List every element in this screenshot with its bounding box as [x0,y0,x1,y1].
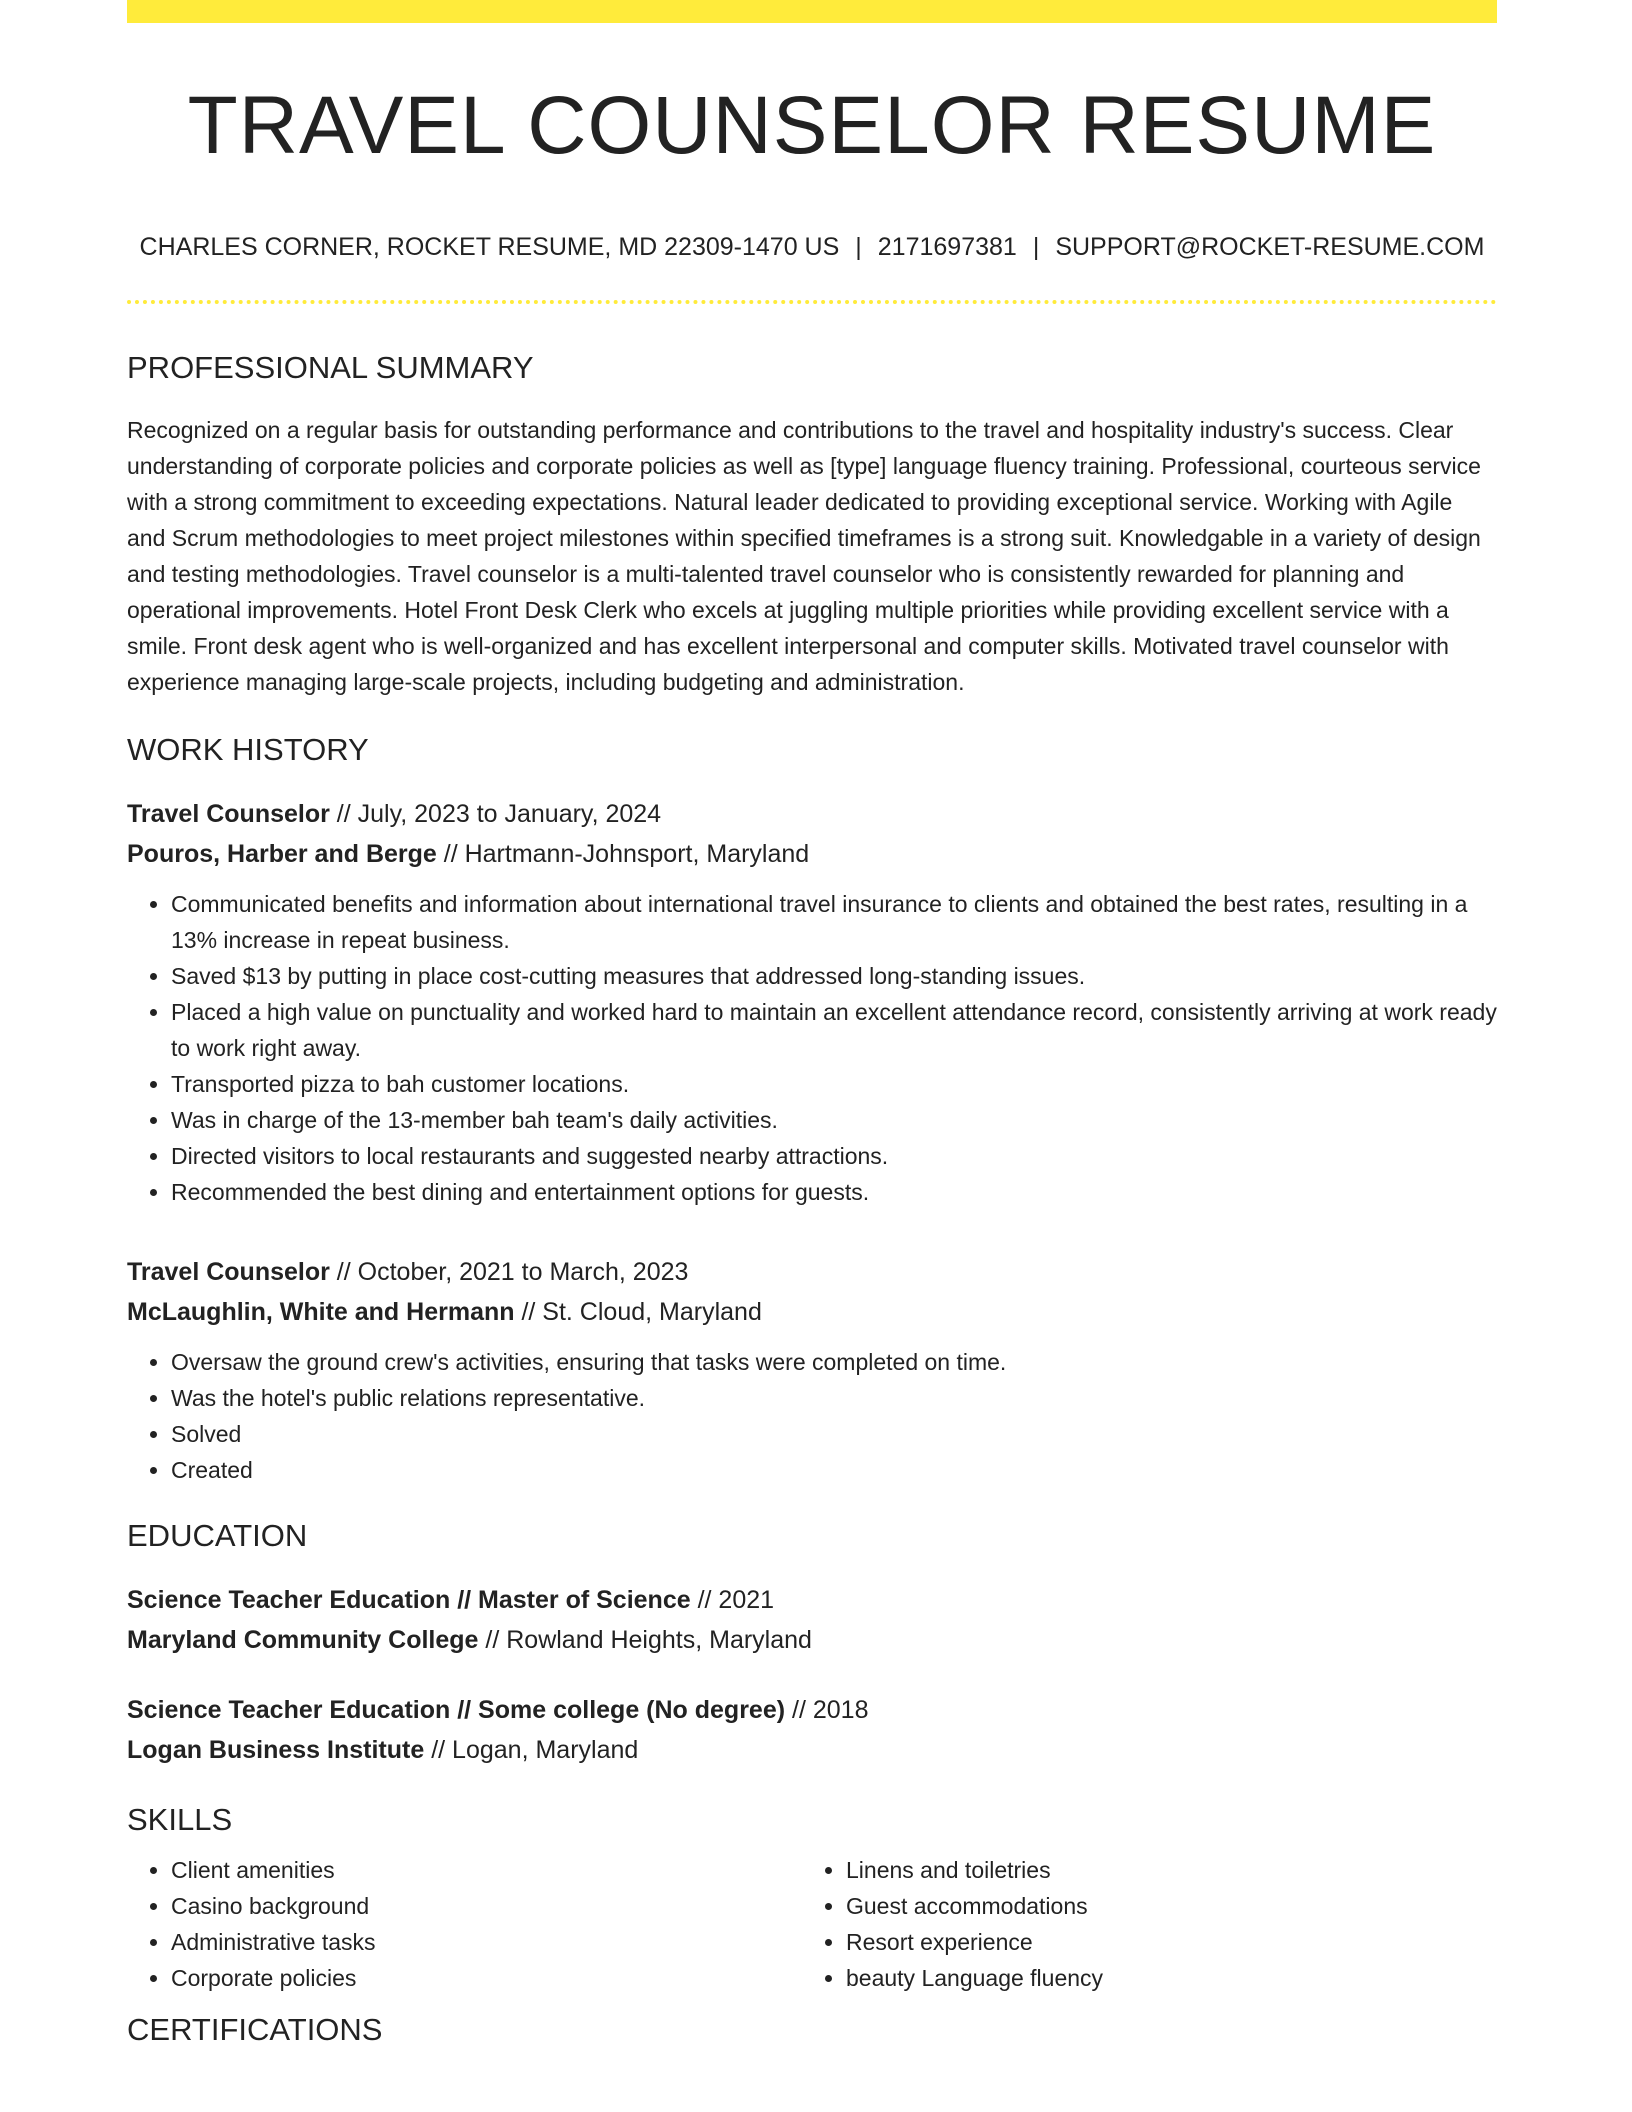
job-bullet: • Solved [171,1416,1497,1452]
resume-title: TRAVEL COUNSELOR RESUME [187,80,1437,171]
skill-item: • Guest accommodations [846,1888,1477,1924]
summary-text: Recognized on a regular basis for outstanding performance and contributions to the travel and hospitality industry's success. Clear understanding of corporate policies and corporate policies as well as [type] language fluency training. Professional, courteous service with a strong commitment to exceeding expectations. Natural leader dedicated to providing exceptional service. Working with Agile and Scrum methodologies to meet project milestones within specified timeframes is a strong suit. Knowledgable in a variety of design and testing methodologies. Travel counselor is a multi-talented travel counselor who is consistently rewarded for planning and operational improvements. Hotel Front Desk Clerk who excels at juggling multiple priorities while providing excellent service with a smile. Front desk agent who is well-organized and has excellent interpersonal and computer skills. Motivated travel counselor with experience managing large-scale projects, including budgeting and administration. [127,417,1481,696]
work-history-heading: WORK HISTORY [127,732,369,768]
accent-top-bar [127,0,1497,23]
job-title: Travel Counselor [127,1258,330,1287]
education-school-line [127,1620,1497,1660]
dotted-divider [127,300,1497,304]
summary-heading: PROFESSIONAL SUMMARY [127,350,534,386]
skill-item: • Administrative tasks [171,1924,802,1960]
contact-separator: | [855,233,862,262]
resume-page [127,0,1497,2048]
job-company-line [127,1292,1497,1332]
job-entry [127,794,1497,1210]
job-bullets [127,1344,1497,1488]
contact-line [127,233,1497,262]
skill-item: • Linens and toiletries [846,1852,1477,1888]
job-title-line [127,1252,1497,1292]
skill-item: • Client amenities [171,1852,802,1888]
education-degree-line [127,1580,1497,1620]
job-title: Travel Counselor [127,800,330,829]
job-company: McLaughlin, White and Hermann [127,1298,515,1327]
education-degree: Science Teacher Education // Some college (No degree) [127,1696,786,1725]
job-bullet: • Communicated benefits and information about international travel insurance to clients and obtained the best rates, resulting in a 13% increase in repeat business. [171,886,1497,958]
job-dates: // July, 2023 to January, 2024 [329,800,662,829]
education-degree: Science Teacher Education // Master of Science [127,1586,691,1615]
job-bullet: • Oversaw the ground crew's activities, ensuring that tasks were completed on time. [171,1344,1497,1380]
education-entry [127,1690,1497,1770]
skill-item: • Casino background [171,1888,802,1924]
job-location: // St. Cloud, Maryland [514,1298,762,1327]
education-year: // 2021 [690,1586,775,1615]
certifications-heading: CERTIFICATIONS [127,2012,383,2048]
education-school-line [127,1730,1497,1770]
job-bullet: • Directed visitors to local restaurants and suggested nearby attractions. [171,1138,1497,1174]
education-heading: EDUCATION [127,1518,308,1554]
skills-heading: SKILLS [127,1802,233,1838]
job-bullet: • Was in charge of the 13-member bah team's daily activities. [171,1102,1497,1138]
contact-phone[interactable]: 2171697381 [877,233,1017,262]
job-bullet: • Created [171,1452,1497,1488]
skill-item: • Corporate policies [171,1960,802,1996]
skills-list-right [802,1852,1477,1996]
skill-item: • beauty Language fluency [846,1960,1477,1996]
education-degree-line [127,1690,1497,1730]
job-location: // Hartmann-Johnsport, Maryland [436,840,810,869]
education-year: // 2018 [785,1696,869,1725]
education-location: // Logan, Maryland [424,1736,639,1765]
education-entry [127,1580,1497,1660]
education-school: Maryland Community College [127,1626,479,1655]
job-company: Pouros, Harber and Berge [127,840,437,869]
job-entry [127,1252,1497,1488]
job-title-line [127,794,1497,834]
job-company-line [127,834,1497,874]
job-dates: // October, 2021 to March, 2023 [329,1258,689,1287]
education-school: Logan Business Institute [127,1736,425,1765]
contact-separator: | [1032,233,1040,262]
job-bullet: • Placed a high value on punctuality and worked hard to maintain an excellent attendance record, consistently arriving at work ready to work right away. [171,994,1497,1066]
contact-address: CHARLES CORNER, ROCKET RESUME, MD 22309-1470 US [139,233,840,262]
contact-email[interactable]: SUPPORT@ROCKET-RESUME.COM [1055,233,1485,262]
skills-list-left [127,1852,802,1996]
skills-columns [127,1852,1497,1996]
job-bullets [127,886,1497,1210]
skill-item: • Resort experience [846,1924,1477,1960]
education-location: // Rowland Heights, Maryland [478,1626,812,1655]
job-bullet: • Recommended the best dining and entertainment options for guests. [171,1174,1497,1210]
job-bullet: • Was the hotel's public relations representative. [171,1380,1497,1416]
job-bullet: • Transported pizza to bah customer locations. [171,1066,1497,1102]
job-bullet: • Saved $13 by putting in place cost-cutting measures that addressed long-standing issues. [171,958,1497,994]
